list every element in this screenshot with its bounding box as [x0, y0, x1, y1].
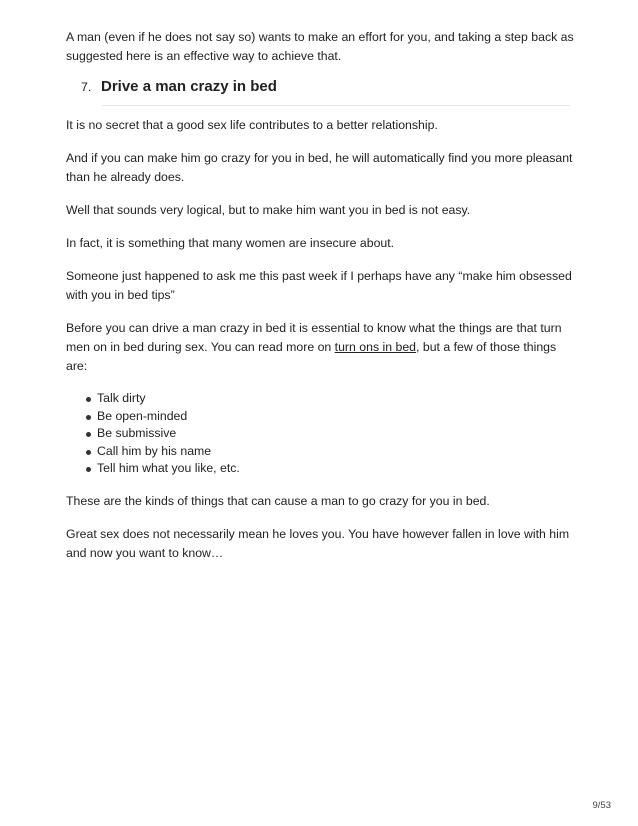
list-item: Tell him what you like, etc. [66, 460, 576, 478]
intro-paragraph: A man (even if he does not say so) wants to make an effort for you, and taking a step back as suggested here is an effective way to achieve that. [66, 30, 574, 63]
bullet-icon [86, 450, 91, 455]
turn-ons-link[interactable]: turn ons in bed [334, 340, 417, 354]
list-item: Be open-minded [66, 408, 576, 426]
page-number: 9/53 [592, 800, 611, 811]
turn-ons-paragraph [66, 319, 576, 376]
turn-ons-list [66, 390, 576, 478]
paragraph-text: , but a few of those things are: [66, 340, 557, 373]
paragraph: In fact, it is something that many women are insecure about. [66, 236, 395, 250]
bullet-icon [86, 432, 91, 437]
paragraph: Well that sounds very logical, but to make him want you in bed is not easy. [66, 203, 471, 217]
section-title: Drive a man crazy in bed [101, 78, 277, 95]
section-heading [66, 78, 576, 99]
bullet-icon [86, 467, 91, 472]
list-item: Be submissive [66, 425, 576, 443]
paragraph: These are the kinds of things that can cause a man to go crazy for you in bed. [66, 493, 490, 508]
paragraph: Someone just happened to ask me this past week if I perhaps have any “make him obsessed with you in bed tips” [66, 269, 572, 302]
bullet-icon [86, 415, 91, 420]
section-divider [102, 105, 570, 106]
section-number: 7. [81, 80, 92, 94]
paragraph: Great sex does not necessarily mean he loves you. You have however fallen in love with him and now you want to know… [66, 526, 570, 560]
paragraph: It is no secret that a good sex life contributes to a better relationship. [66, 118, 438, 132]
list-item: Call him by his name [66, 443, 576, 461]
paragraph-text: Before you can drive a man crazy in bed it is essential to know what the things are that turn men on in bed during sex. You can read more on [66, 321, 562, 354]
article-page [66, 28, 576, 577]
bullet-icon [86, 397, 91, 402]
list-item: Talk dirty [66, 390, 576, 408]
paragraph: And if you can make him go crazy for you in bed, he will automatically find you more pleasant than he already does. [66, 151, 573, 184]
